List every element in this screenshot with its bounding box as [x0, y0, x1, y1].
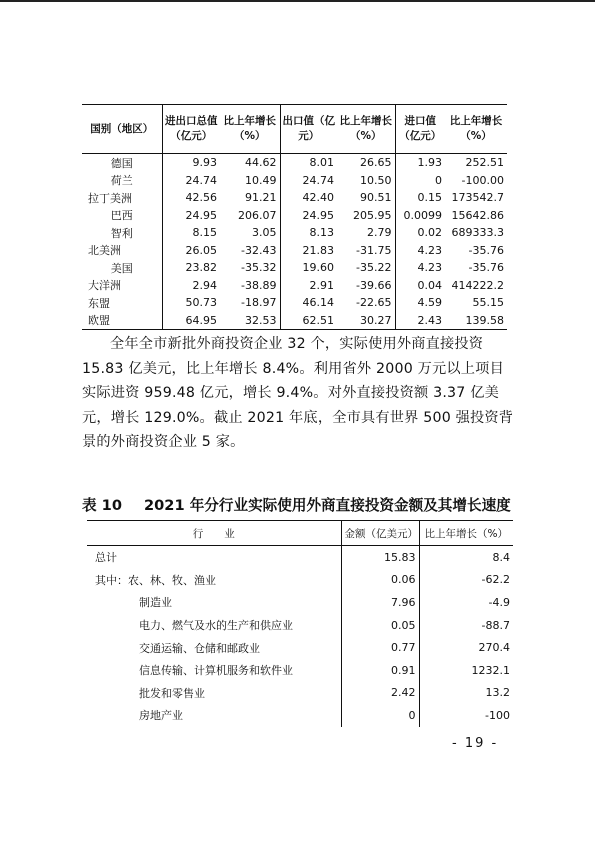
col-header-import-growth: 比上年增长（%）: [445, 105, 507, 154]
amount-cell: 0.91: [341, 659, 419, 682]
amount-cell: 0.77: [341, 636, 419, 659]
growth-cell: 8.4: [492, 550, 510, 564]
export-growth-cell: 30.27: [337, 312, 395, 330]
table-row: [82, 259, 507, 277]
table-row: [82, 277, 507, 295]
total-growth-cell: -38.89: [220, 277, 280, 295]
industry-cell: 其中：农、林、牧、渔业: [87, 569, 341, 592]
region-cell: 欧盟: [82, 312, 162, 330]
export-value-cell: 8.13: [309, 226, 334, 240]
top-border-rule: [0, 0, 595, 2]
export-growth-cell: 26.65: [337, 154, 395, 172]
industry-table-body: [87, 546, 513, 727]
import-value-cell: 4.59: [417, 296, 442, 310]
import-growth-cell: 139.58: [445, 312, 507, 330]
paragraph-line: 15.83 亿美元，比上年增长 8.4%。利用省外 2000 万元以上项目: [82, 360, 504, 377]
import-growth-cell: 252.51: [465, 156, 504, 170]
table-row: [82, 242, 507, 260]
export-value-cell: 19.60: [302, 261, 334, 275]
amount-cell: 0.06: [341, 569, 419, 592]
paragraph-line: 实际进资 959.48 亿元，增长 9.4%。对外直接投资额 3.37 亿美: [82, 385, 499, 402]
import-growth-cell: -35.76: [468, 243, 504, 257]
total-value-cell: 50.73: [185, 296, 217, 310]
industry-cell: 电力、燃气及水的生产和供应业: [87, 614, 341, 637]
import-growth-cell: 689333.3: [451, 226, 504, 240]
total-value-cell: 64.95: [162, 312, 220, 330]
table-row: [87, 682, 513, 705]
table-row: [82, 294, 507, 312]
import-value-cell: 0.04: [417, 278, 442, 292]
table-row: [87, 569, 513, 592]
col-header-industry: 行 业: [87, 521, 341, 546]
table-row: [82, 172, 507, 190]
import-value-cell: 4.23: [417, 243, 442, 257]
import-growth-cell: 414222.2: [451, 278, 504, 292]
amount-cell: 15.83: [341, 546, 419, 569]
growth-cell: -100: [485, 708, 510, 722]
amount-cell: 0: [341, 704, 419, 727]
import-growth-cell: 173542.7: [451, 191, 504, 205]
industry-cell: 交通运输、仓储和邮政业: [87, 636, 341, 659]
amount-cell: 2.42: [341, 682, 419, 705]
table-header-row: [87, 521, 513, 546]
page-number: - 19 -: [452, 736, 499, 751]
total-growth-cell: 3.05: [220, 224, 280, 242]
industry-cell: 房地产业: [87, 704, 341, 727]
growth-cell: -88.7: [481, 618, 510, 632]
import-growth-cell: 55.15: [472, 296, 504, 310]
total-value-cell: 9.93: [192, 156, 217, 170]
import-growth-cell: -35.76: [468, 261, 504, 275]
total-value-cell: 8.15: [192, 226, 217, 240]
export-value-cell: 46.14: [302, 296, 334, 310]
table10-title: 2021 年分行业实际使用外商直接投资金额及其增长速度: [144, 497, 511, 514]
region-cell: 北美洲: [82, 242, 162, 260]
table-row: [87, 704, 513, 727]
total-value-cell: 23.82: [185, 261, 217, 275]
export-value-cell: 42.40: [302, 191, 334, 205]
table-row: [87, 659, 513, 682]
export-growth-cell: -35.22: [337, 259, 395, 277]
import-growth-cell: 15642.86: [451, 208, 504, 222]
amount-cell: 7.96: [341, 591, 419, 614]
import-value-cell: 1.93: [417, 156, 442, 170]
export-growth-cell: 90.51: [337, 189, 395, 207]
total-growth-cell: -35.32: [220, 259, 280, 277]
col-header-region: 国别（地区）: [82, 105, 162, 154]
export-value-cell: 8.01: [309, 156, 334, 170]
export-growth-cell: 10.50: [337, 172, 395, 190]
table-header-row: [82, 105, 507, 154]
total-growth-cell: 44.62: [220, 154, 280, 172]
export-value-cell: 2.91: [309, 278, 334, 292]
region-cell: 美国: [82, 259, 162, 277]
total-value-cell: 42.56: [185, 191, 217, 205]
col-header-growth: 比上年增长（%）: [419, 521, 513, 546]
export-growth-cell: -31.75: [337, 242, 395, 260]
industry-cell: 制造业: [87, 591, 341, 614]
col-header-total-value: 进出口总值（亿元）: [162, 105, 220, 154]
export-value-cell: 21.83: [302, 243, 334, 257]
col-header-export-value: 出口值（亿元）: [280, 105, 337, 154]
trade-table-body: [82, 154, 507, 330]
amount-cell: 0.05: [341, 614, 419, 637]
col-header-export-growth: 比上年增长（%）: [337, 105, 395, 154]
table10-number: 表 10: [82, 497, 122, 514]
region-cell: 德国: [82, 154, 162, 172]
region-cell: 荷兰: [82, 172, 162, 190]
table-row: [87, 614, 513, 637]
export-value-cell: 24.74: [302, 173, 334, 187]
table-row: [82, 312, 507, 330]
import-value-cell: 0.0099: [403, 208, 442, 222]
trade-by-region-table: [82, 104, 507, 330]
export-value-cell: 24.95: [302, 208, 334, 222]
total-value-cell: 2.94: [192, 278, 217, 292]
import-value-cell: 2.43: [395, 312, 445, 330]
paragraph-line: 景的外商投资企业 5 家。: [82, 434, 245, 451]
total-growth-cell: -18.97: [220, 294, 280, 312]
table-row: [82, 189, 507, 207]
import-growth-cell: -100.00: [461, 173, 504, 187]
fdi-by-industry-table: [87, 520, 513, 727]
import-value-cell: 0: [435, 173, 442, 187]
total-growth-cell: 206.07: [220, 207, 280, 225]
region-cell: 大洋洲: [82, 277, 162, 295]
export-growth-cell: -39.66: [337, 277, 395, 295]
table-row: [87, 591, 513, 614]
growth-cell: 270.4: [478, 641, 510, 655]
total-growth-cell: 10.49: [220, 172, 280, 190]
region-cell: 拉丁美洲: [82, 189, 162, 207]
paragraph-line: 元，增长 129.0%。截止 2021 年底，全市具有世界 500 强投资背: [82, 409, 514, 426]
growth-cell: 1232.1: [471, 663, 510, 677]
import-value-cell: 4.23: [417, 261, 442, 275]
table10-caption: [82, 494, 542, 515]
table-row: [82, 224, 507, 242]
total-value-cell: 26.05: [185, 243, 217, 257]
export-growth-cell: 2.79: [337, 224, 395, 242]
industry-cell: 批发和零售业: [87, 682, 341, 705]
table-row: [87, 636, 513, 659]
paragraph-line: 全年全市新批外商投资企业 32 个，实际使用外商直接投资: [110, 336, 484, 352]
total-growth-cell: -32.43: [220, 242, 280, 260]
import-value-cell: 0.02: [417, 226, 442, 240]
col-header-import-value: 进口值（亿元）: [395, 105, 445, 154]
investment-paragraph: [82, 332, 520, 455]
region-cell: 智利: [82, 224, 162, 242]
export-growth-cell: -22.65: [337, 294, 395, 312]
table-row: [82, 154, 507, 172]
total-growth-cell: 91.21: [220, 189, 280, 207]
industry-cell: 信息传输、计算机服务和软件业: [87, 659, 341, 682]
growth-cell: -62.2: [481, 573, 510, 587]
import-value-cell: 0.15: [417, 191, 442, 205]
region-cell: 巴西: [82, 207, 162, 225]
growth-cell: -4.9: [488, 595, 510, 609]
table-row: [82, 207, 507, 225]
export-value-cell: 62.51: [280, 312, 337, 330]
region-cell: 东盟: [82, 294, 162, 312]
total-growth-cell: 32.53: [220, 312, 280, 330]
total-value-cell: 24.95: [185, 208, 217, 222]
total-value-cell: 24.74: [185, 173, 217, 187]
export-growth-cell: 205.95: [337, 207, 395, 225]
growth-cell: 13.2: [485, 686, 510, 700]
industry-cell: 总计: [87, 546, 341, 569]
col-header-total-growth: 比上年增长（%）: [220, 105, 280, 154]
col-header-amount: 金额（亿美元）: [341, 521, 419, 546]
table-row: [87, 546, 513, 569]
